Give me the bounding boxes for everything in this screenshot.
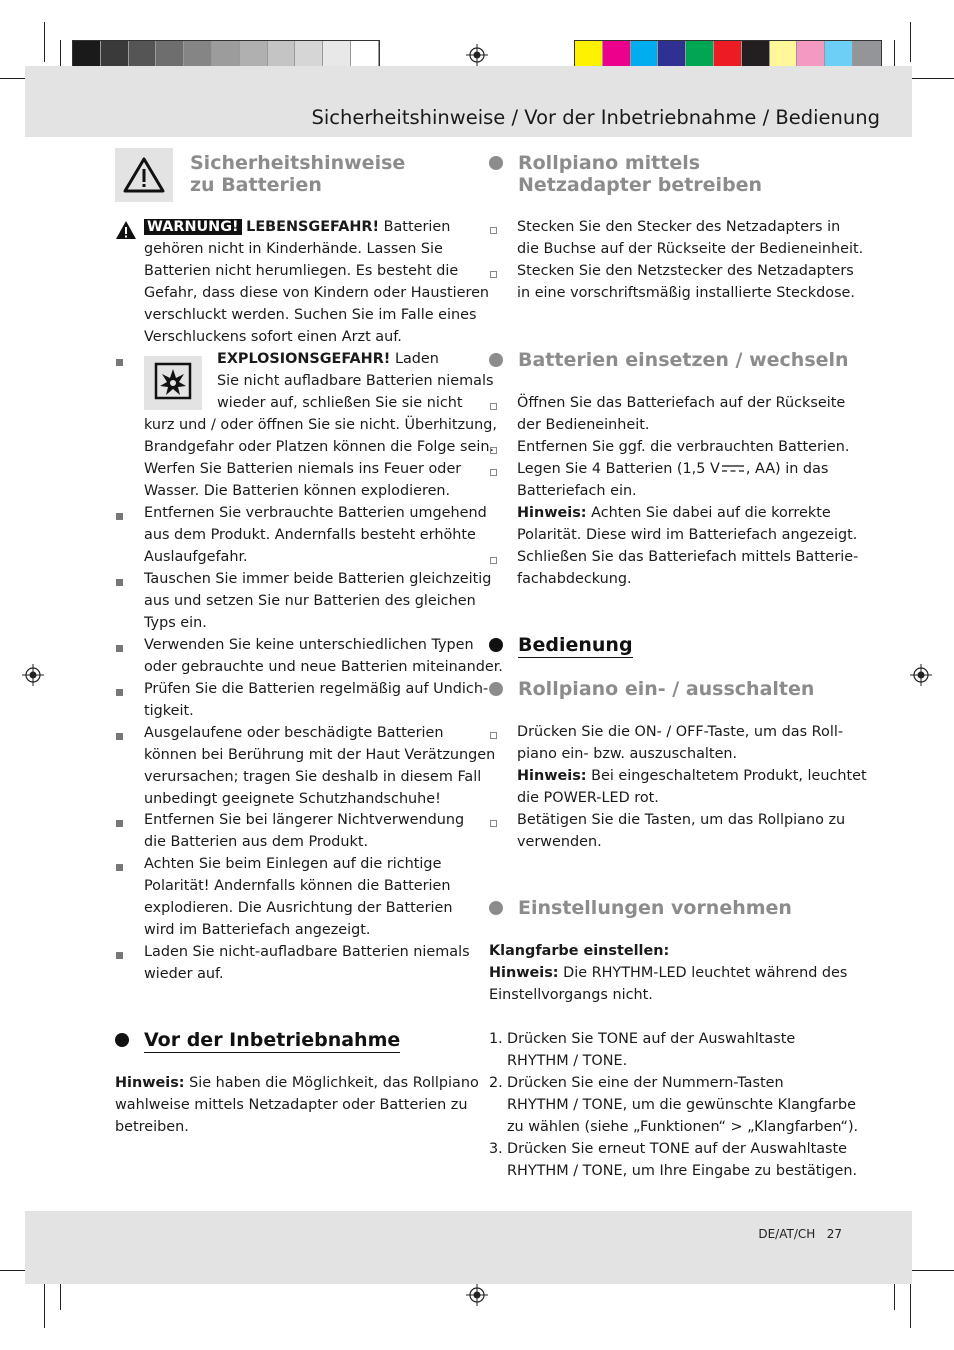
registration-mark-icon bbox=[466, 1284, 488, 1306]
battery-safety-heading: Sicherheitshinweise zu Batterien bbox=[190, 152, 406, 196]
color-swatch bbox=[212, 41, 240, 69]
checkbox-bullet bbox=[490, 732, 497, 739]
crop-mark bbox=[910, 1282, 911, 1328]
color-swatch bbox=[658, 41, 686, 69]
color-swatch bbox=[575, 41, 603, 69]
section-heading-settings: Einstellungen vornehmen bbox=[489, 897, 792, 919]
explosion-icon-box bbox=[144, 356, 202, 410]
heading-dot-icon bbox=[489, 682, 503, 696]
bullet bbox=[116, 689, 123, 696]
section-heading-operation: Bedienung bbox=[489, 634, 633, 658]
color-swatch bbox=[323, 41, 351, 69]
color-swatch bbox=[129, 41, 157, 69]
registration-mark-icon bbox=[910, 664, 932, 686]
heading-dot-icon bbox=[489, 901, 503, 915]
explosion-label: EXPLOSIONSGEFAHR! bbox=[217, 351, 391, 367]
color-swatch bbox=[351, 41, 379, 69]
crop-mark bbox=[60, 1282, 61, 1310]
color-swatch bbox=[853, 41, 881, 69]
crop-mark bbox=[908, 78, 954, 79]
bullet bbox=[116, 513, 123, 520]
heading-dot-icon bbox=[115, 1033, 129, 1047]
crop-mark bbox=[910, 22, 911, 62]
color-swatch bbox=[714, 41, 742, 69]
registration-mark-icon bbox=[466, 44, 488, 66]
color-swatch bbox=[295, 41, 323, 69]
color-swatch bbox=[825, 41, 853, 69]
bullet bbox=[116, 579, 123, 586]
checkbox-bullet bbox=[490, 447, 497, 454]
crop-mark bbox=[894, 1282, 895, 1310]
checkbox-bullet bbox=[490, 227, 497, 234]
heading-dot-icon bbox=[489, 353, 503, 367]
color-swatch bbox=[742, 41, 770, 69]
heading-dot-icon bbox=[489, 638, 503, 652]
page-title: Sicherheitshinweise / Vor der Inbetriebnahme / Bedienung bbox=[311, 106, 880, 129]
bullet bbox=[116, 820, 123, 827]
checkbox-bullet bbox=[490, 469, 497, 476]
color-swatch bbox=[686, 41, 714, 69]
warning-triangle-icon bbox=[115, 148, 173, 202]
color-swatch bbox=[73, 41, 101, 69]
color-swatch bbox=[268, 41, 296, 69]
section-heading-onoff: Rollpiano ein- / ausschalten bbox=[489, 678, 814, 700]
warning-badge: WARNUNG! bbox=[144, 219, 242, 235]
color-swatch bbox=[770, 41, 798, 69]
section-heading-adapter: Rollpiano mittels Netzadapter betreiben bbox=[489, 152, 762, 196]
footer-band bbox=[25, 1211, 912, 1284]
color-swatch bbox=[156, 41, 184, 69]
footer-page-label: DE/AT/CH 27 bbox=[758, 1227, 842, 1241]
color-swatch bbox=[240, 41, 268, 69]
bullet bbox=[116, 645, 123, 652]
registration-mark-icon bbox=[22, 664, 44, 686]
checkbox-bullet bbox=[490, 271, 497, 278]
crop-mark bbox=[908, 1270, 954, 1271]
color-swatch bbox=[603, 41, 631, 69]
heading-dot-icon bbox=[489, 156, 503, 170]
explosion-hazard-icon bbox=[144, 356, 202, 410]
section-heading-batteries: Batterien einsetzen / wechseln bbox=[489, 349, 849, 371]
color-swatch bbox=[631, 41, 659, 69]
bullet bbox=[116, 733, 123, 740]
color-swatch bbox=[797, 41, 825, 69]
color-swatch bbox=[101, 41, 129, 69]
bullet bbox=[116, 359, 123, 366]
bullet bbox=[116, 952, 123, 959]
crop-mark bbox=[60, 40, 61, 68]
danger-label: LEBENSGEFAHR! bbox=[246, 219, 380, 235]
section-heading-pre-operation: Vor der Inbetriebnahme bbox=[115, 1029, 400, 1053]
bullet bbox=[116, 864, 123, 871]
crop-mark bbox=[44, 1282, 45, 1328]
checkbox-bullet bbox=[490, 403, 497, 410]
checkbox-bullet bbox=[490, 820, 497, 827]
warning-triangle-box bbox=[115, 148, 173, 202]
dc-voltage-icon bbox=[721, 463, 745, 475]
checkbox-bullet bbox=[490, 557, 497, 564]
warning-small-icon bbox=[115, 220, 137, 240]
crop-mark bbox=[44, 22, 45, 62]
color-swatch bbox=[184, 41, 212, 69]
crop-mark bbox=[894, 40, 895, 68]
